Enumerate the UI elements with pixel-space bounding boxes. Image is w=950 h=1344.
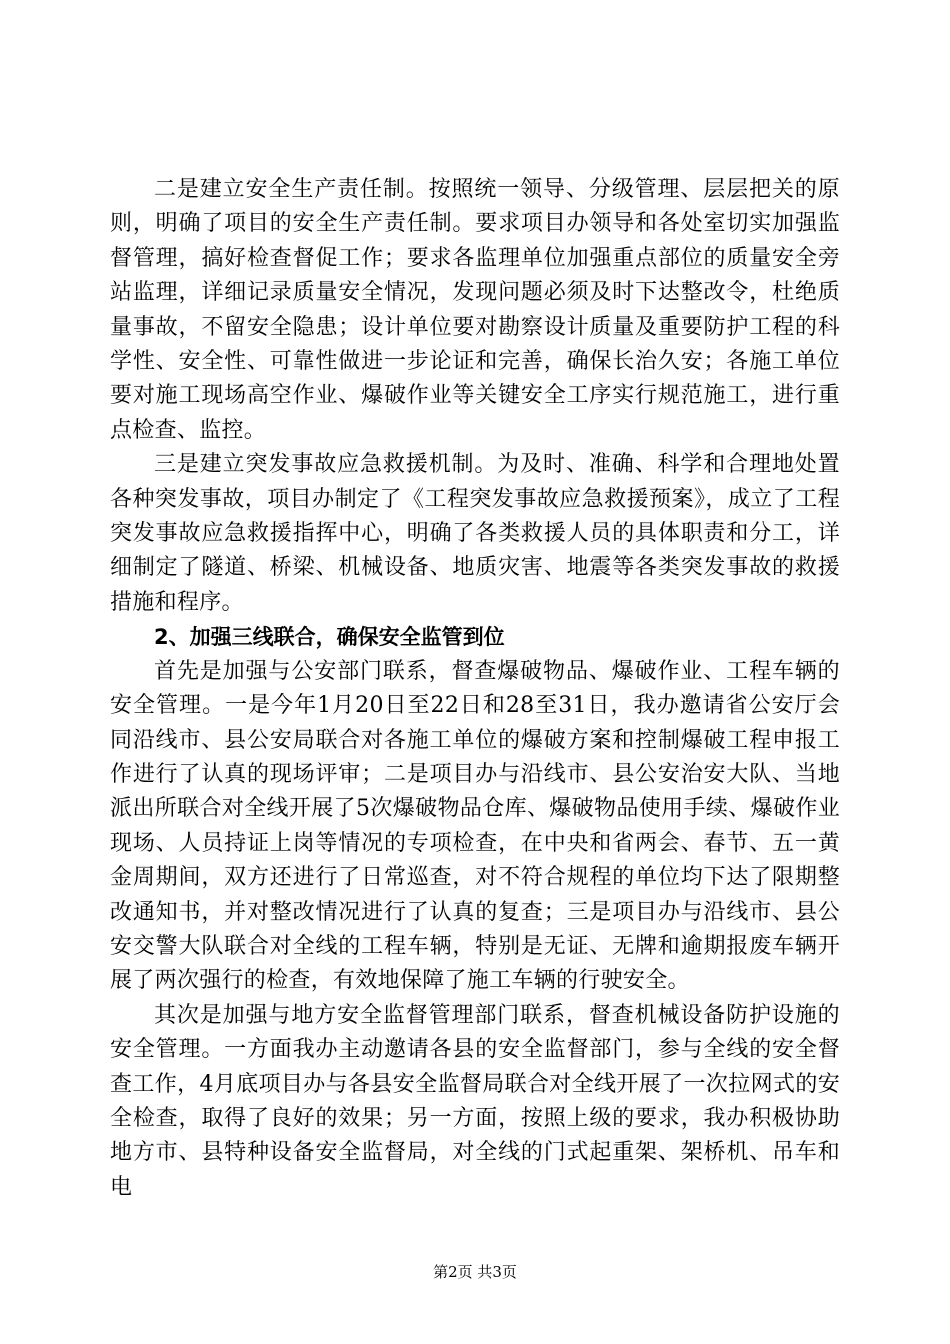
paragraph-emergency-rescue: 三是建立突发事故应急救援机制。为及时、准确、科学和合理地处置各种突发事故，项目办制定了《工程突发事故应急救援预案》，成立了工程突发事故应急救援指挥中心，明确了各类救援人员的具体职责和分工，详细制定了隧道、桥梁、机械设备、地质灾害、地震等各类突发事故的救援措施和程序。 <box>110 452 840 615</box>
section-heading: 2、加强三线联合，确保安全监管到位 <box>154 625 505 650</box>
document-body <box>110 173 840 1205</box>
paragraph-police-cooperation: 首先是加强与公安部门联系，督查爆破物品、爆破作业、工程车辆的安全管理。一是今年1月20日至22日和28至31日，我办邀请省公安厅会同沿线市、县公安局联合对各施工单位的爆破方案和控制爆破工程申报工作进行了认真的现场评审；二是项目办与沿线市、县公安治安大队、当地派出所联合对全线开展了5次爆破物品仓库、爆破物品使用手续、爆破作业现场、人员持证上岗等情况的专项检查，在中央和省两会、春节、五一黄金周期间，双方还进行了日常巡查，对不符合规程的单位均下达了限期整改通知书，并对整改情况进行了认真的复查；三是项目办与沿线市、县公安交警大队联合对全线的工程车辆，特别是无证、无牌和逾期报废车辆开展了两次强行的检查，有效地保障了施工车辆的行驶安全。 <box>110 658 840 994</box>
page-footer: 第2页 共3页 <box>433 1263 517 1281</box>
paragraph-safety-supervision: 其次是加强与地方安全监督管理部门联系，督查机械设备防护设施的安全管理。一方面我办主动邀请各县的安全监督部门，参与全线的安全督查工作，4月底项目办与各县安全监督局联合对全线开展了一次拉网式的安全检查，取得了良好的效果；另一方面，按照上级的要求，我办积极协助地方市、县特种设备安全监督局，对全线的门式起重架、架桥机、吊车和电 <box>110 1002 840 1200</box>
paragraph-responsibility-system: 二是建立安全生产责任制。按照统一领导、分级管理、层层把关的原则，明确了项目的安全生产责任制。要求项目办领导和各处室切实加强监督管理，搞好检查督促工作；要求各监理单位加强重点部位的质量安全旁站监理，详细记录质量安全情况，发现问题必须及时下达整改令，杜绝质量事故，不留安全隐患；设计单位要对勘察设计质量及重要防护工程的科学性、安全性、可靠性做进一步论证和完善，确保长治久安；各施工单位要对施工现场高空作业、爆破作业等关键安全工序实行规范施工，进行重点检查、监控。 <box>110 177 840 443</box>
